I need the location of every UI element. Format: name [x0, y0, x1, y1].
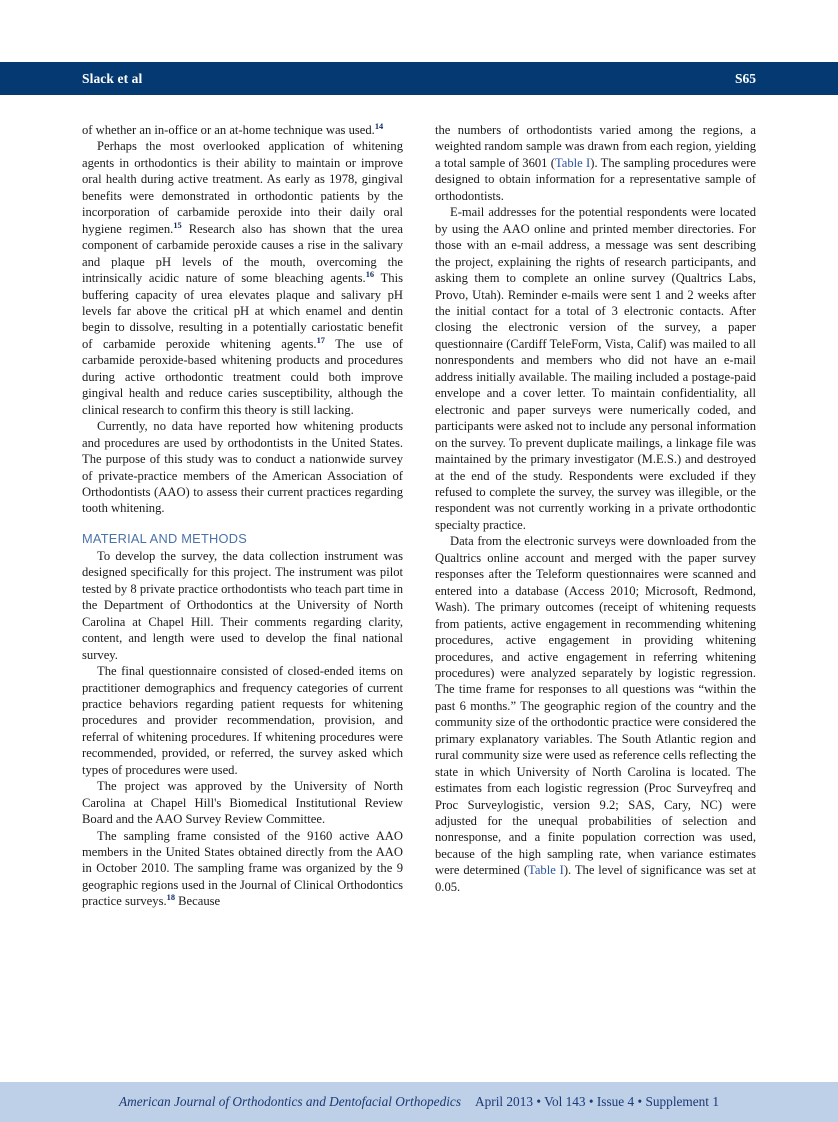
running-head-author: Slack et al	[82, 70, 143, 86]
reference-marker[interactable]: 18	[166, 893, 175, 903]
right-column	[435, 122, 756, 1040]
running-head-page-number: S65	[734, 70, 756, 86]
reference-marker[interactable]: 14	[374, 121, 384, 131]
para-develop-survey: To develop the survey, the data collection instrument was designed specifically for this project. The instrument was pilot tested by 8 private practice orthodontists who teach part time in the Department of Orthodontics at the University of North Carolina at Chapel Hill. Their comments regarding clarity, content, and length were used to develop the final national survey.	[82, 548, 403, 662]
para-sampling-frame: The sampling frame consisted of the 9160 active AAO members in the United States obtained directly from the AAO in October 2010. The sampling frame was organized by the 9 geographic regions used in the Journal of Clinical Orthodontics practice surveys.$^{18}$ Because	[82, 828, 403, 909]
footer-issue-info: April 2013 • Vol 143 • Issue 4 • Supplement 1	[475, 1094, 719, 1109]
table-cross-reference-link[interactable]: Table I	[528, 863, 564, 878]
article-body	[82, 122, 756, 1040]
para-purpose: Currently, no data have reported how whitening products and procedures are used by orthodontists in the United States. The purpose of this study was to conduct a nationwide survey of private-practice members of the American Association of Orthodontists (AAO) to assess their current practices regarding tooth whitening.	[82, 419, 403, 516]
reference-marker[interactable]: 16	[365, 269, 375, 279]
para-data-analysis: Data from the electronic surveys were downloaded from the Qualtrics online account and merged with the paper survey responses after the Teleform questionnaires were scanned and entered into a database (Access 2010; Microsoft, Redmond, Wash). The primary outcomes (receipt of whitening requests from patients, active engagement in recommending whitening procedures, active engagement in providing whitening procedures, and active engagement in referring whitening procedures) were analyzed separately by logistic regression. The time frame for responses to all questions was “within the past 6 months.” The geographic region of the country and the community size of the orthodontic practice were considered the primary explanatory variables. The South Atlantic region and rural community size were used as reference cells reflecting the state in which University of North Carolina is located. The estimates from each logistic regression (Proc Surveyfreq and Proc Surveylogistic, version 9.2; SAS, Cary, NC) were adjusted for the unequal probabilities of selection and nonresponse, and a finite population correction was used, because of the high sampling rate, when variance estimates were determined (Table I). The level of significance was set at 0.05.	[435, 534, 756, 894]
footer-band	[0, 1082, 838, 1122]
para-continuation: of whether an in-office or an at-home technique was used.$^{14}$	[82, 121, 384, 137]
para-email-addresses: E-mail addresses for the potential respondents were located by using the AAO online and printed member directories. For those with an e-mail address, a message was sent describing the project, explaining the rights of research participants, and asking them to complete an online survey (Qualtrics Labs, Provo, Utah). Reminder e-mails were sent 1 and 2 weeks after the initial contact for a total of 3 electronic contacts. After closing the electronic version of the survey, a paper questionnaire (Cardiff TeleForm, Vista, Calif) was mailed to all nonrespondents and members who did not have an e-mail address initially available. The mailing included a postage-paid envelope and a cover letter. To maintain confidentiality, all electronic and paper surveys were numerically coded, and participants were asked not to include any personal information on the survey. To prevent duplicate mailings, a linkage file was maintained by the primary investigator (M.E.S.) and destroyed at the end of the study. Respondents were excluded if they refused to complete the survey, the survey was illegible, or the respondent was not currently working in a private orthodontic specialty practice.	[435, 205, 756, 532]
footer-inner	[82, 1082, 756, 1122]
running-head-inner	[82, 62, 756, 95]
table-cross-reference-link[interactable]: Table I	[554, 155, 591, 170]
footer-journal-name: American Journal of Orthodontics and Dentofacial Orthopedics	[119, 1094, 462, 1109]
reference-marker[interactable]: 17	[316, 335, 325, 345]
para-irb-approval: The project was approved by the University of North Carolina at Chapel Hill's Biomedical Institutional Review Board and the AAO Survey Review Committee.	[82, 779, 403, 827]
section-heading-material-and-methods: MATERIAL AND METHODS	[82, 530, 247, 546]
para-overlooked-application: Perhaps the most overlooked application of whitening agents in orthodontics is their ability to maintain or improve oral health during active treatment. As early as 1978, gingival benefits were demonstrated in orthodontic patients by the incorporation of carbamide peroxide into their daily oral hygiene regimen.$^{15}$ Research also has shown that the urea component of carbamide peroxide causes a rise in the salivary and plaque pH levels of the mouth, overcoming the intrinsically acidic nature of some bleaching agents.$^{16}$ This buffering capacity of urea elevates plaque and salivary pH levels far above the critical pH at which enamel and dentin begin to dissolve, resulting in a potentially cariostatic benefit of carbamide peroxide whitening agents.$^{17}$ The use of carbamide peroxide-based whitening products and procedures during active orthodontic treatment could both improve gingival health and reduce caries susceptibility, although the clinical research to confirm this theory is still lacking.	[82, 139, 403, 417]
para-weighted-sample: the numbers of orthodontists varied among the regions, a weighted random sample was drawn from each region, yielding a total sample of 3601 (Table I). The sampling procedures were designed to obtain information for a representative sample of orthodontists.	[435, 123, 756, 203]
reference-marker[interactable]: 15	[173, 220, 182, 230]
running-head-band	[0, 62, 838, 95]
left-column	[82, 122, 403, 1040]
para-final-questionnaire: The final questionnaire consisted of closed-ended items on practitioner demographics and frequency categories of current practice behaviors regarding patient requests for whitening procedures and provider recommendation, provision, and referral of whitening procedures. If whitening procedures were recommended, provided, or referred, the survey asked which types of procedures were used.	[82, 664, 403, 777]
